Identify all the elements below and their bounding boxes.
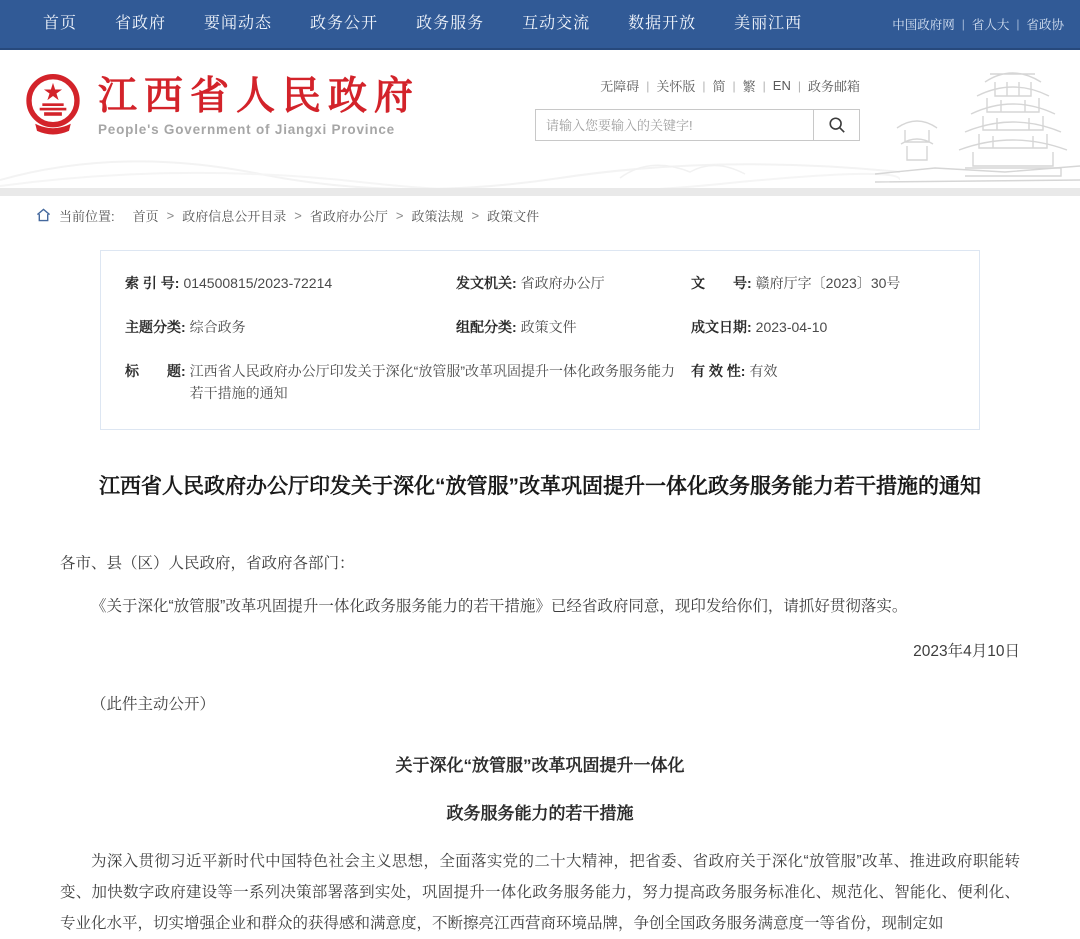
field-value: 赣府厅字〔2023〕30号 xyxy=(755,275,901,291)
link-care-version[interactable]: 关怀版 xyxy=(656,79,696,94)
salutation: 各市、县（区）人民政府，省政府各部门： xyxy=(60,555,355,572)
separator: | xyxy=(797,78,801,93)
disclosure-note: （此件主动公开） xyxy=(91,696,216,713)
field-document-title xyxy=(125,349,691,415)
search-icon xyxy=(828,116,846,134)
notice-paragraph: 《关于深化“放管服”改革巩固提升一体化政务服务能力的若干措施》已经省政府同意，现印发给你们，请抓好贯彻落实。 xyxy=(91,598,908,615)
search-button[interactable] xyxy=(813,110,859,140)
separator: | xyxy=(1016,17,1020,31)
measures-subtitle-line2: 政务服务能力的若干措施 xyxy=(446,804,634,823)
nav-item-gov-affairs-open[interactable]: 政务公开 xyxy=(310,15,379,32)
table-row xyxy=(125,261,955,305)
main-menu xyxy=(24,0,821,48)
separator: | xyxy=(762,78,766,93)
breadcrumb-label: 当前位置: xyxy=(59,208,115,224)
field-group-category xyxy=(456,305,691,349)
header-utilities xyxy=(535,76,860,141)
field-value: 综合政务 xyxy=(189,319,246,335)
link-gov-mail[interactable]: 政务邮箱 xyxy=(807,79,860,94)
nav-item-news[interactable]: 要闻动态 xyxy=(204,15,273,32)
link-china-gov[interactable]: 中国政府网 xyxy=(892,18,955,32)
nav-item-interaction[interactable]: 互动交流 xyxy=(522,15,591,32)
separator: > xyxy=(395,207,404,223)
separator: | xyxy=(961,17,965,31)
site-title-block xyxy=(98,75,420,137)
field-label: 文 号: xyxy=(691,275,752,291)
field-label: 有 效 性: xyxy=(691,363,746,379)
site-title: 江西省人民政府 xyxy=(98,75,421,118)
document-title: 江西省人民政府办公厅印发关于深化“放管服”改革巩固提升一体化政务服务能力若干措施的通知 xyxy=(99,475,981,498)
pavilion-watermark xyxy=(875,56,1080,188)
nav-item-provincial-gov[interactable]: 省政府 xyxy=(115,15,167,32)
link-english[interactable]: EN xyxy=(772,78,791,93)
link-provincial-congress[interactable]: 省人大 xyxy=(971,18,1010,32)
field-issuing-agency xyxy=(456,261,691,305)
document-body xyxy=(0,464,1080,939)
separator: > xyxy=(294,207,302,223)
field-value: 省政府办公厅 xyxy=(520,275,605,291)
site-search xyxy=(535,109,860,141)
breadcrumb-info-catalog[interactable]: 政府信息公开目录 xyxy=(182,208,287,224)
separator: | xyxy=(702,78,706,93)
field-index-number xyxy=(125,261,456,305)
separator: > xyxy=(166,207,175,223)
document-date: 2023年4月10日 xyxy=(913,643,1020,660)
link-simplified-chinese[interactable]: 简 xyxy=(712,79,726,94)
table-row xyxy=(125,305,955,349)
breadcrumb-policies[interactable]: 政策法规 xyxy=(411,208,464,224)
field-label: 组配分类: xyxy=(456,319,517,335)
home-icon xyxy=(36,208,51,222)
field-topic-category xyxy=(125,305,456,349)
top-navigation-bar xyxy=(0,0,1080,50)
quick-links xyxy=(535,76,860,95)
nav-item-open-data[interactable]: 数据开放 xyxy=(628,15,697,32)
field-label: 索 引 号: xyxy=(125,275,180,291)
header-divider xyxy=(0,188,1080,196)
separator: | xyxy=(646,78,650,93)
field-value: 014500815/2023-72214 xyxy=(183,275,333,291)
site-header xyxy=(0,50,1080,188)
search-input[interactable] xyxy=(536,110,813,140)
breadcrumb-home[interactable]: 首页 xyxy=(132,208,159,224)
external-gov-links xyxy=(892,15,1064,33)
nav-item-beautiful-jiangxi[interactable]: 美丽江西 xyxy=(734,15,803,32)
document-info-table xyxy=(100,250,980,430)
field-value: 政策文件 xyxy=(520,319,577,335)
measures-subtitle xyxy=(60,742,1020,838)
breadcrumb-general-office[interactable]: 省政府办公厅 xyxy=(309,208,388,224)
nav-item-gov-services[interactable]: 政务服务 xyxy=(416,15,485,32)
field-value: 江西省人民政府办公厅印发关于深化“放管服”改革巩固提升一体化政务服务能力若干措施的通知 xyxy=(189,363,675,401)
national-emblem-icon xyxy=(24,74,82,138)
link-cppcc[interactable]: 省政协 xyxy=(1026,18,1064,32)
separator: > xyxy=(471,207,480,223)
field-value: 有效 xyxy=(749,363,778,379)
field-validity xyxy=(691,349,955,415)
site-subtitle: People's Government of Jiangxi Province xyxy=(98,122,395,137)
measures-subtitle-line1: 关于深化“放管服”改革巩固提升一体化 xyxy=(395,756,685,775)
measures-intro-paragraph: 为深入贯彻习近平新时代中国特色社会主义思想，全面落实党的二十大精神，把省委、省政府关于深化“放管服”改革、推进政府职能转变、加快数字政府建设等一系列决策部署落到实处，巩固提升一体化政务服务能力，努力提高政务服务标准化、规范化、智能化、便利化、专业化水平，切实增强企业和群众的获得感和满意度，不断擦亮江西营商环境品牌，争创全国政务服务满意度一等省份，现制定如 xyxy=(60,853,1020,932)
breadcrumb-policy-documents[interactable]: 政策文件 xyxy=(487,208,540,224)
table-row xyxy=(125,349,955,415)
field-document-number xyxy=(691,261,955,305)
separator: | xyxy=(732,78,736,93)
field-label: 主题分类: xyxy=(125,319,186,335)
field-label: 成文日期: xyxy=(691,319,752,335)
field-label: 标 题: xyxy=(125,363,186,379)
link-traditional-chinese[interactable]: 繁 xyxy=(742,79,756,94)
breadcrumb xyxy=(0,196,1080,234)
nav-item-home[interactable]: 首页 xyxy=(43,15,78,32)
link-accessibility[interactable]: 无障碍 xyxy=(600,79,640,94)
site-logo[interactable] xyxy=(24,74,420,138)
field-written-date xyxy=(691,305,955,349)
field-label: 发文机关: xyxy=(456,275,517,291)
field-value: 2023-04-10 xyxy=(755,319,828,335)
